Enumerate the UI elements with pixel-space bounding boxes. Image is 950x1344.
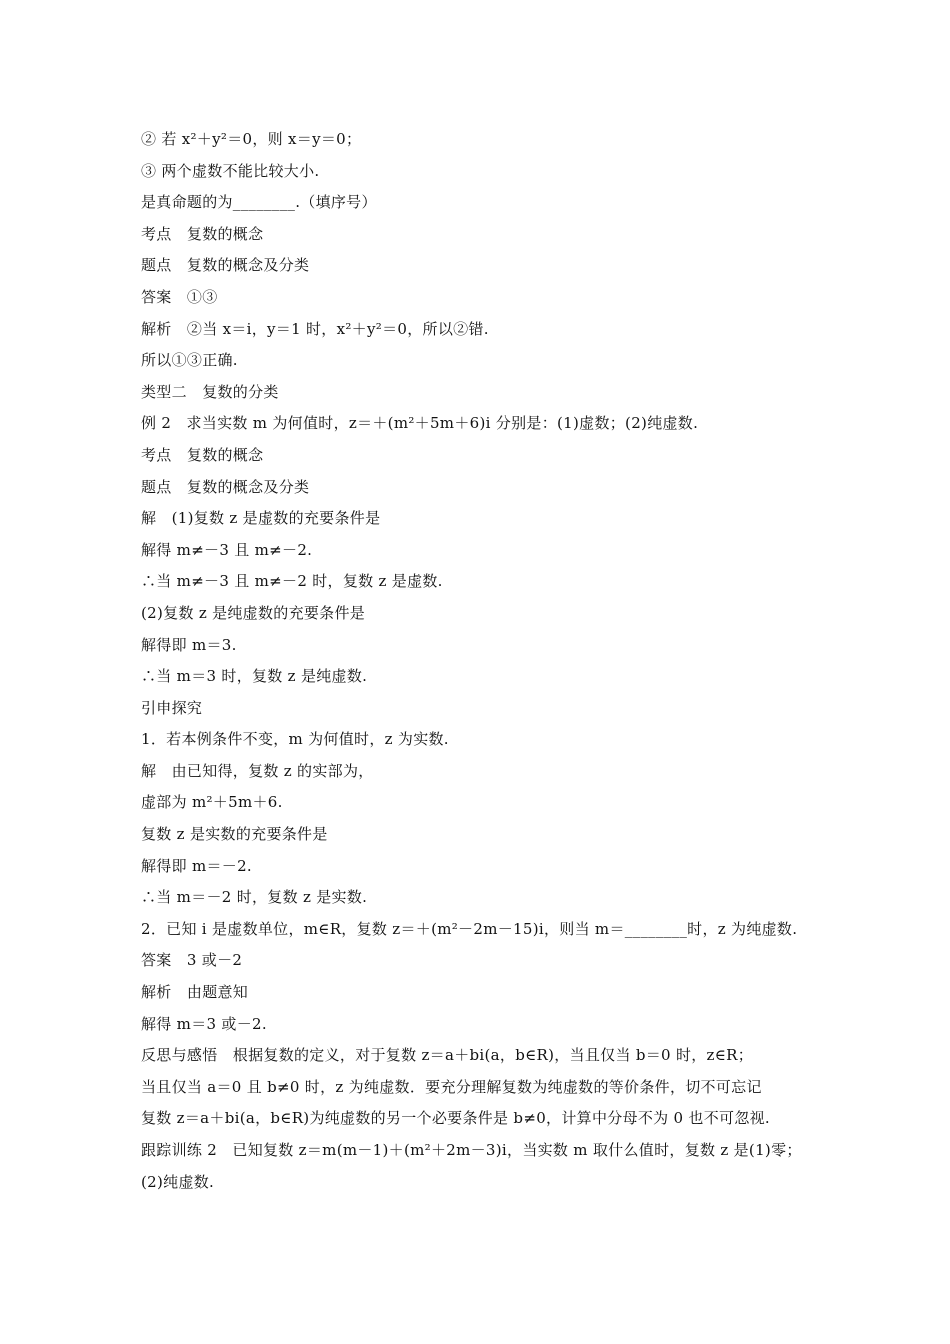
text-line: (2)复数 z 是纯虚数的充要条件是	[141, 603, 366, 622]
text-line: ② 若 x²＋y²＝0，则 x＝y＝0；	[141, 130, 362, 148]
text-line: 解 由已知得，复数 z 的实部为，	[141, 761, 374, 780]
text-line: 题点 复数的概念及分类	[141, 256, 310, 275]
text-line: 是真命题的为________.（填序号）	[141, 193, 377, 212]
text-line: 跟踪训练 2 已知复数 z＝m(m－1)＋(m²＋2m－3)i，当实数 m 取什么值时，复数 z 是(1)零；	[141, 1141, 802, 1159]
text-line: 解得 m＝3 或－2.	[141, 1014, 267, 1033]
text-line: ∴当 m＝－2 时，复数 z 是实数.	[141, 888, 368, 907]
text-line: 解析 ②当 x＝i，y＝1 时，x²＋y²＝0，所以②错.	[141, 319, 489, 338]
document-body	[141, 124, 831, 1198]
text-line: 反思与感悟 根据复数的定义，对于复数 z＝a＋bi(a，b∈R)，当且仅当 b＝0 时，z∈R；	[141, 1046, 754, 1065]
text-line: 2．已知 i 是虚数单位，m∈R，复数 z＝＋(m²－2m－15)i，则当 m＝________时，z 为纯虚数.	[141, 919, 798, 938]
text-line: 答案 3 或－2	[141, 951, 243, 970]
text-line: 考点 复数的概念	[141, 224, 264, 243]
text-line: 复数 z＝a＋bi(a，b∈R)为纯虚数的另一个必要条件是 b≠0，计算中分母不为 0 也不可忽视.	[141, 1109, 770, 1128]
text-line: 解得即 m＝－2.	[141, 856, 253, 875]
text-line: ∴当 m＝3 时，复数 z 是纯虚数.	[141, 667, 368, 686]
text-line: 题点 复数的概念及分类	[141, 477, 310, 496]
text-line: 答案 ①③	[141, 287, 218, 306]
text-line: 解得 m≠－3 且 m≠－2.	[141, 540, 313, 559]
text-line: 1．若本例条件不变，m 为何值时，z 为实数.	[141, 730, 449, 749]
text-line: 虚部为 m²＋5m＋6.	[141, 793, 283, 812]
text-line: 复数 z 是实数的充要条件是	[141, 825, 328, 844]
section-heading: 引申探究	[141, 698, 203, 717]
text-line: 解得即 m＝3.	[141, 635, 237, 654]
text-line: 考点 复数的概念	[141, 445, 264, 464]
section-heading: 类型二 复数的分类	[141, 382, 279, 401]
text-line: (2)纯虚数.	[141, 1172, 215, 1191]
text-line: ③ 两个虚数不能比较大小.	[141, 161, 320, 180]
example-question: 例 2 求当实数 m 为何值时，z＝＋(m²＋5m＋6)i 分别是：(1)虚数；(2)纯虚数.	[141, 414, 699, 433]
text-line: 解 (1)复数 z 是虚数的充要条件是	[141, 509, 381, 528]
text-line: 当且仅当 a＝0 且 b≠0 时，z 为纯虚数．要充分理解复数为纯虚数的等价条件，切不可忘记	[141, 1077, 762, 1096]
text-line: 解析 由题意知	[141, 983, 249, 1002]
text-line: 所以①③正确.	[141, 351, 238, 370]
text-line: ∴当 m≠－3 且 m≠－2 时，复数 z 是虚数.	[141, 572, 443, 591]
